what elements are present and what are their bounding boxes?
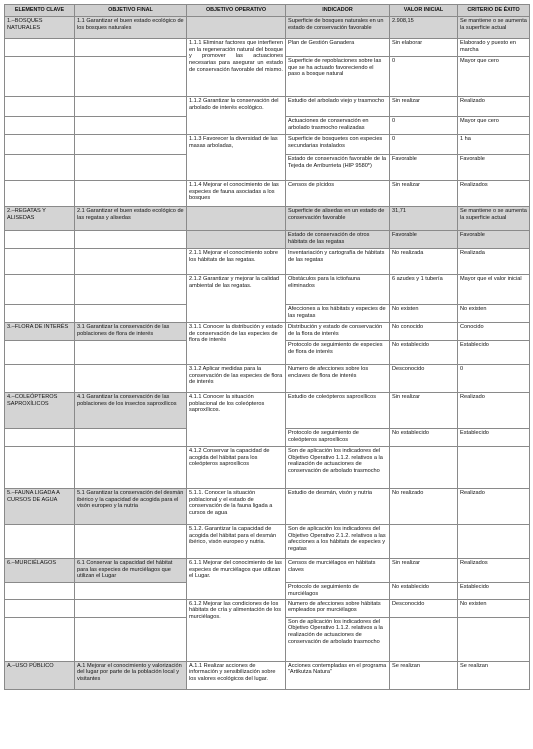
table-row (5, 559, 530, 583)
table-cell: Realizado (458, 97, 530, 117)
table-row (5, 135, 530, 155)
table-cell: No conocido (390, 323, 458, 341)
table-cell: Establecido (458, 583, 530, 600)
table-row (5, 447, 530, 489)
table-cell: No establecido (390, 341, 458, 365)
table-cell: Protocolo de seguimiento de murciélagos (286, 583, 390, 600)
table-row (5, 525, 530, 559)
table-cell: A.1 Mejorar el conocimiento y valorización del lugar por parte de la población local y visitantes (75, 661, 187, 689)
table-cell: Realizado (458, 489, 530, 525)
table-cell (75, 97, 187, 117)
table-cell: Mayor que el valor inicial (458, 275, 530, 305)
table-cell: 3.1.1 Conocer la distribución y estado de conservación de las especies de flora de interés (187, 323, 286, 365)
table-cell: Estudio de desmán, visón y nutria (286, 489, 390, 525)
table-body (5, 17, 530, 690)
table-cell: 4.1.2 Conservar la capacidad de acogida del hábitat para los coleópteros saproxílicos (187, 447, 286, 489)
table-cell: Realizados (458, 181, 530, 207)
table-header-row (5, 5, 530, 17)
table-cell: A.–USO PÚBLICO (5, 661, 75, 689)
table-row (5, 393, 530, 429)
table-cell (75, 155, 187, 181)
table-cell: Favorable (390, 231, 458, 249)
table-cell: No existen (458, 599, 530, 617)
table-cell: No realizado (390, 489, 458, 525)
objectives-table (4, 4, 530, 690)
table-cell (5, 341, 75, 365)
table-row (5, 17, 530, 39)
table-cell: Elaborado y puesto en marcha (458, 39, 530, 57)
table-row (5, 97, 530, 117)
table-cell: Numero de afecciones sobre hábitats empleados por murciélagos (286, 599, 390, 617)
table-cell (5, 617, 75, 661)
table-row (5, 489, 530, 525)
table-cell: Estudio del arbolado viejo y trasmocho (286, 97, 390, 117)
table-cell: 31,71 (390, 207, 458, 231)
table-cell (75, 617, 187, 661)
table-cell: Superficie de bosquetes con especies secundarias instalados (286, 135, 390, 155)
table-cell: 5.–FAUNA LIGADA A CURSOS DE AGUA (5, 489, 75, 525)
table-cell: Son de aplicación los indicadores del Objetivo Operativo 1.1.2. relativos a la realización de actuaciones de conservación de arbolado trasmocho (286, 617, 390, 661)
table-cell (75, 275, 187, 305)
table-cell (75, 57, 187, 97)
table-cell (5, 275, 75, 305)
header-valor-inicial: VALOR INICIAL (390, 5, 458, 17)
table-cell: 5.1 Garantizar la conservación del desmán ibérico y la capacidad de acogida para el visón europeo y la nutria (75, 489, 187, 525)
table-cell: Establecido (458, 429, 530, 447)
table-cell (5, 231, 75, 249)
table-row (5, 39, 530, 57)
table-cell: 1.1.2 Garantizar la conservación del arbolado de interés ecológico. (187, 97, 286, 135)
table-cell: 2.1 Garantizar el buen estado ecológico de las regatas y alisedas (75, 207, 187, 231)
table-cell: 4.–COLEÓPTEROS SAPROXÍLICOS (5, 393, 75, 429)
table-cell (75, 429, 187, 447)
table-cell (5, 249, 75, 275)
table-cell: 2.–REGATAS Y ALISEDAS (5, 207, 75, 231)
table-cell (5, 305, 75, 323)
table-cell: 2.908,15 (390, 17, 458, 39)
table-cell (5, 117, 75, 135)
table-cell: Estado de conservación favorable de la Tejeda de Arriburrieta (HIP 9580*) (286, 155, 390, 181)
table-cell (390, 525, 458, 559)
table-cell: Establecido (458, 341, 530, 365)
table-cell: No realizada (390, 249, 458, 275)
table-cell: Mayor que cero (458, 117, 530, 135)
table-cell: 6 azudes y 1 tubería (390, 275, 458, 305)
table-cell: 6.1 Conservar la capacidad del hábitat para las especies de murciélagos que utilizan el Lugar (75, 559, 187, 583)
table-cell (75, 231, 187, 249)
table-cell: No existen (458, 305, 530, 323)
table-cell: No existen (390, 305, 458, 323)
table-cell (75, 525, 187, 559)
table-row (5, 231, 530, 249)
table-cell (5, 97, 75, 117)
table-cell: 5.1.2. Garantizar la capacidad de acogida del hábitat para el desmán ibérico, visón europeo y nutria. (187, 525, 286, 559)
table-cell (75, 249, 187, 275)
table-cell: Estudio de coleópteros saproxílicos (286, 393, 390, 429)
table-cell (5, 181, 75, 207)
table-cell (187, 207, 286, 231)
table-cell: No establecido (390, 429, 458, 447)
table-cell: 0 (390, 57, 458, 97)
table-cell (5, 447, 75, 489)
table-cell: Superficie de bosques naturales en un estado de conservación favorable (286, 17, 390, 39)
table-cell: Mayor que cero (458, 57, 530, 97)
table-cell: Actuaciones de conservación en arbolado trasmocho realizadas (286, 117, 390, 135)
table-cell: 1.1.4 Mejorar el conocimiento de las especies de fauna asociadas a los bosques (187, 181, 286, 207)
table-cell: 3.1.2 Aplicar medidas para la conservación de las especies de flora de interés (187, 365, 286, 393)
table-cell: Realizado (458, 393, 530, 429)
table-cell: 2.1.2 Garantizar y mejorar la calidad ambiental de las regatas. (187, 275, 286, 323)
table-cell: 6.1.1 Mejorar del conocimiento de las especies de murciélagos que utilizan el Lugar. (187, 559, 286, 600)
table-cell (75, 305, 187, 323)
header-objetivo-operativo: OBJETIVO OPERATIVO (187, 5, 286, 17)
table-cell: 3.–FLORA DE INTERÉS (5, 323, 75, 341)
table-cell (75, 135, 187, 155)
table-cell (458, 447, 530, 489)
table-cell: Realizados (458, 559, 530, 583)
table-cell (5, 155, 75, 181)
table-cell: A.1.1 Realizar acciones de información y sensibilización sobre los valores ecológicos del lugar. (187, 661, 286, 689)
header-elemento-clave: ELEMENTO CLAVE (5, 5, 75, 17)
header-indicador: INDICADOR (286, 5, 390, 17)
table-cell (75, 599, 187, 617)
table-cell (75, 117, 187, 135)
table-cell (75, 181, 187, 207)
table-cell: Protocolo de seguimiento de coleópteros saproxílicos (286, 429, 390, 447)
table-cell (75, 447, 187, 489)
table-cell: 3.1 Garantizar la conservación de las poblaciones de flora de interés (75, 323, 187, 341)
table-cell: Favorable (458, 155, 530, 181)
table-cell: Se realizan (458, 661, 530, 689)
table-cell (458, 617, 530, 661)
table-cell: Distribución y estado de conservación de la flora de interés (286, 323, 390, 341)
table-cell (5, 599, 75, 617)
table-cell: Favorable (458, 231, 530, 249)
table-row (5, 207, 530, 231)
table-cell: Se mantiene o se aumenta la superficie actual (458, 17, 530, 39)
table-cell: Se mantiene o se aumenta la superficie actual (458, 207, 530, 231)
table-cell: Censos de pícidos (286, 181, 390, 207)
table-cell: Son de aplicación los indicadores del Objetivo Operativo 2.1.2. relativos a las afecciones a los hábitats de especies y regatas (286, 525, 390, 559)
table-cell: 6.–MURCIÉLAGOS (5, 559, 75, 583)
table-cell: Numero de afecciones sobre los enclaves de flora de interés (286, 365, 390, 393)
table-cell: 1.–BOSQUES NATURALES (5, 17, 75, 39)
table-cell: Plan de Gestión Ganadera (286, 39, 390, 57)
table-cell (5, 429, 75, 447)
table-cell (187, 17, 286, 39)
table-row (5, 249, 530, 275)
table-cell (458, 525, 530, 559)
table-cell: Se realizan (390, 661, 458, 689)
table-cell: Sin realizar (390, 393, 458, 429)
table-cell (75, 583, 187, 600)
table-cell (5, 525, 75, 559)
table-cell (75, 39, 187, 57)
table-row (5, 599, 530, 617)
table-cell: No establecido (390, 583, 458, 600)
table-cell: 1.1.1 Eliminar factores que interfieren en la regeneración natural del bosque y promover las actuaciones necesarias para asegurar un estado de conservación favorable del mismo. (187, 39, 286, 97)
table-cell (5, 365, 75, 393)
table-cell: Sin realizar (390, 559, 458, 583)
table-cell: Acciones contempladas en el programa “Artikutza Natura” (286, 661, 390, 689)
table-cell: Superficie de alisedas en un estado de conservación favorable (286, 207, 390, 231)
header-objetivo-final: OBJETIVO FINAL (75, 5, 187, 17)
table-cell: 0 (390, 117, 458, 135)
table-cell (187, 231, 286, 249)
table-cell: 1.1 Garantizar el buen estado ecológico de los bosques naturales (75, 17, 187, 39)
table-cell: Obstáculos para la ictiofauna eliminados (286, 275, 390, 305)
table-cell: 0 (390, 135, 458, 155)
document-page (4, 4, 529, 690)
header-criterio-exito: CRITERIO DE ÉXITO (458, 5, 530, 17)
table-cell: Protocolo de seguimiento de especies de flora de interés (286, 341, 390, 365)
table-cell (5, 57, 75, 97)
table-row (5, 323, 530, 341)
table-cell: Estado de conservación de otros hábitats de las regatas (286, 231, 390, 249)
table-row (5, 365, 530, 393)
table-cell: Realizada (458, 249, 530, 275)
table-cell: Conocido (458, 323, 530, 341)
table-cell (75, 365, 187, 393)
table-row (5, 181, 530, 207)
table-cell: Censos de murciélagos en hábitats claves (286, 559, 390, 583)
table-cell: Sin elaborar (390, 39, 458, 57)
table-cell (75, 341, 187, 365)
table-cell (5, 135, 75, 155)
table-cell (390, 447, 458, 489)
table-cell: Sin realizar (390, 97, 458, 117)
table-row (5, 661, 530, 689)
table-cell (5, 39, 75, 57)
table-cell: 5.1.1. Conocer la situación poblacional y el estado de conservación de la fauna ligada a cursos de agua (187, 489, 286, 525)
table-cell: 1 ha (458, 135, 530, 155)
table-cell (5, 583, 75, 600)
table-cell: Afecciones a los hábitats y especies de las regatas (286, 305, 390, 323)
table-cell: 4.1.1 Conocer la situación poblacional de los coleópteros saproxílicos. (187, 393, 286, 447)
table-cell: 0 (458, 365, 530, 393)
table-cell: Inventariación y cartografía de hábitats de las regatas (286, 249, 390, 275)
table-cell (390, 617, 458, 661)
table-cell: 4.1 Garantizar la conservación de las poblaciones de los insectos saproxílicos (75, 393, 187, 429)
table-row (5, 275, 530, 305)
table-cell: Favorable (390, 155, 458, 181)
table-cell: Desconocido (390, 365, 458, 393)
table-cell: 6.1.2 Mejorar las condiciones de los hábitats de cría y alimentación de los murciélagos. (187, 599, 286, 661)
table-cell: 1.1.3 Favorecer la diversidad de las masas arboladas, (187, 135, 286, 181)
table-cell: Superficie de repoblaciones sobre las que se ha actuado favoreciendo el paso a bosque natural (286, 57, 390, 97)
table-cell: Son de aplicación los indicadores del Objetivo Operativo 1.1.2. relativos a la realización de actuaciones de conservación de arbolado trasmocho (286, 447, 390, 489)
table-cell: Sin realizar (390, 181, 458, 207)
table-cell: 2.1.1 Mejorar el conocimiento sobre los hábitats de las regatas. (187, 249, 286, 275)
table-cell: Desconocido (390, 599, 458, 617)
